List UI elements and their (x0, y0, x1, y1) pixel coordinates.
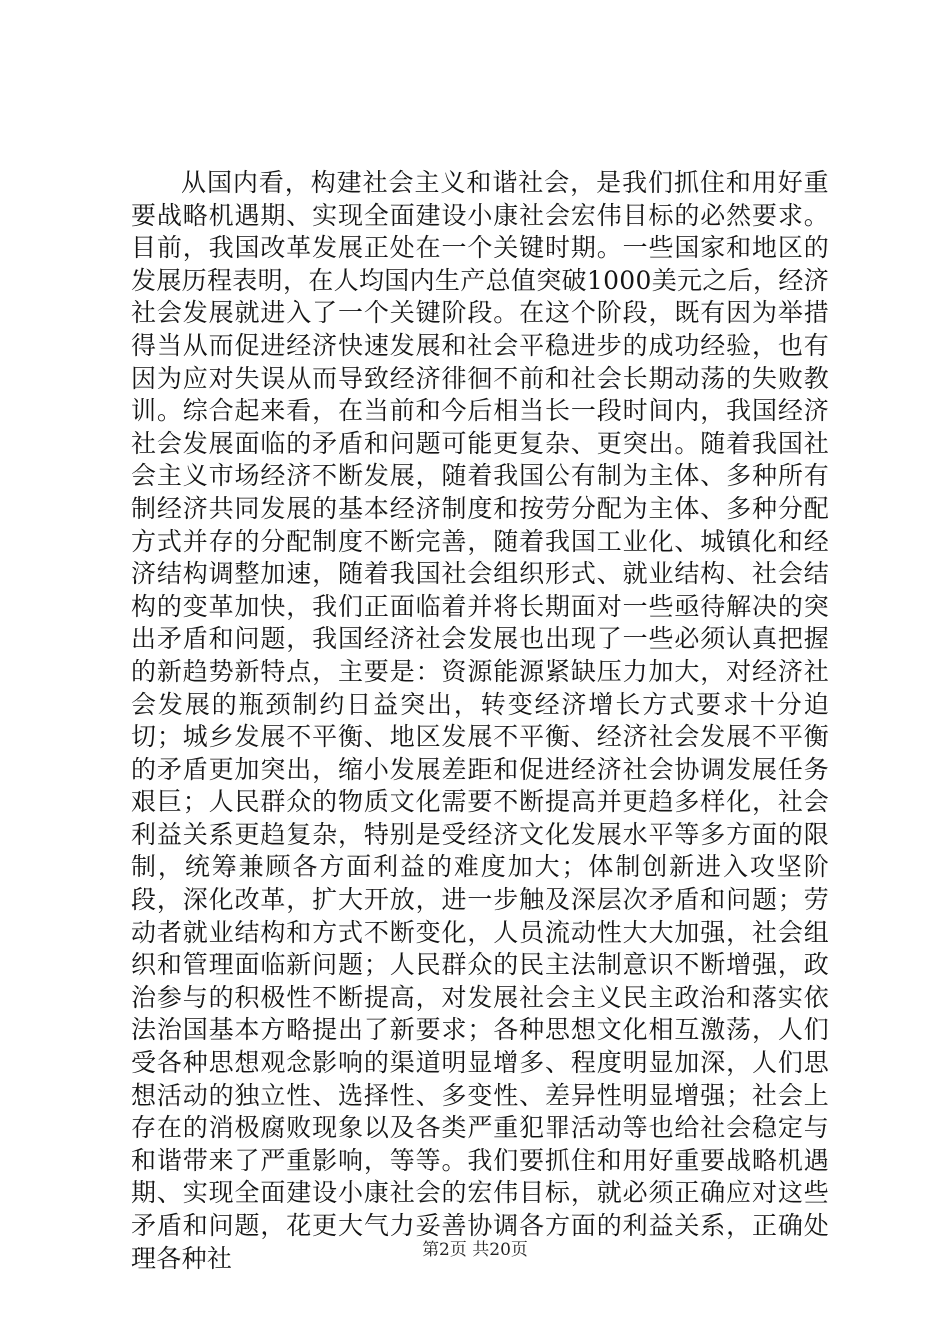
page-footer: 第2页 共20页 (422, 1240, 528, 1260)
body-paragraph: 从国内看，构建社会主义和谐社会，是我们抓住和用好重要战略机遇期、实现全面建设小康社会宏伟目标的必然要求。目前，我国改革发展正处在一个关键时期。一些国家和地区的发展历程表明，在人均国内生产总值突破1000美元之后，经济社会发展就进入了一个关键阶段。在这个阶段，既有因为举措得当从而促进经济快速发展和社会平稳进步的成功经验，也有因为应对失误从而导致经济徘徊不前和社会长期动荡的失败教训。综合起来看，在当前和今后相当长一段时间内，我国经济社会发展面临的矛盾和问题可能更复杂、更突出。随着我国社会主义市场经济不断发展，随着我国公有制为主体、多种所有制经济共同发展的基本经济制度和按劳分配为主体、多种分配方式并存的分配制度不断完善，随着我国工业化、城镇化和经济结构调整加速，随着我国社会组织形式、就业结构、社会结构的变革加快，我们正面临着并将长期面对一些亟待解决的突出矛盾和问题，我国经济社会发展也出现了一些必须认真把握的新趋势新特点，主要是：资源能源紧缺压力加大，对经济社会发展的瓶颈制约日益突出，转变经济增长方式要求十分迫切；城乡发展不平衡、地区发展不平衡、经济社会发展不平衡的矛盾更加突出，缩小发展差距和促进经济社会协调发展任务艰巨；人民群众的物质文化需要不断提高并更趋多样化，社会利益关系更趋复杂，特别是受经济文化发展水平等多方面的限制，统筹兼顾各方面利益的难度加大；体制创新进入攻坚阶段，深化改革，扩大开放，进一步触及深层次矛盾和问题；劳动者就业结构和方式不断变化，人员流动性大大加强，社会组织和管理面临新问题；人民群众的民主法制意识不断增强，政治参与的积极性不断提高，对发展社会主义民主政治和落实依法治国基本方略提出了新要求；各种思想文化相互激荡，人们受各种思想观念影响的渠道明显增多、程度明显加深，人们思想活动的独立性、选择性、多变性、差异性明显增强；社会上存在的消极腐败现象以及各类严重犯罪活动等也给社会稳定与和谐带来了严重影响，等等。我们要抓住和用好重要战略机遇期、实现全面建设小康社会的宏伟目标，就必须正确应对这些矛盾和问题，花更大气力妥善协调各方面的利益关系，正确处理各种社 (131, 168, 829, 1273)
